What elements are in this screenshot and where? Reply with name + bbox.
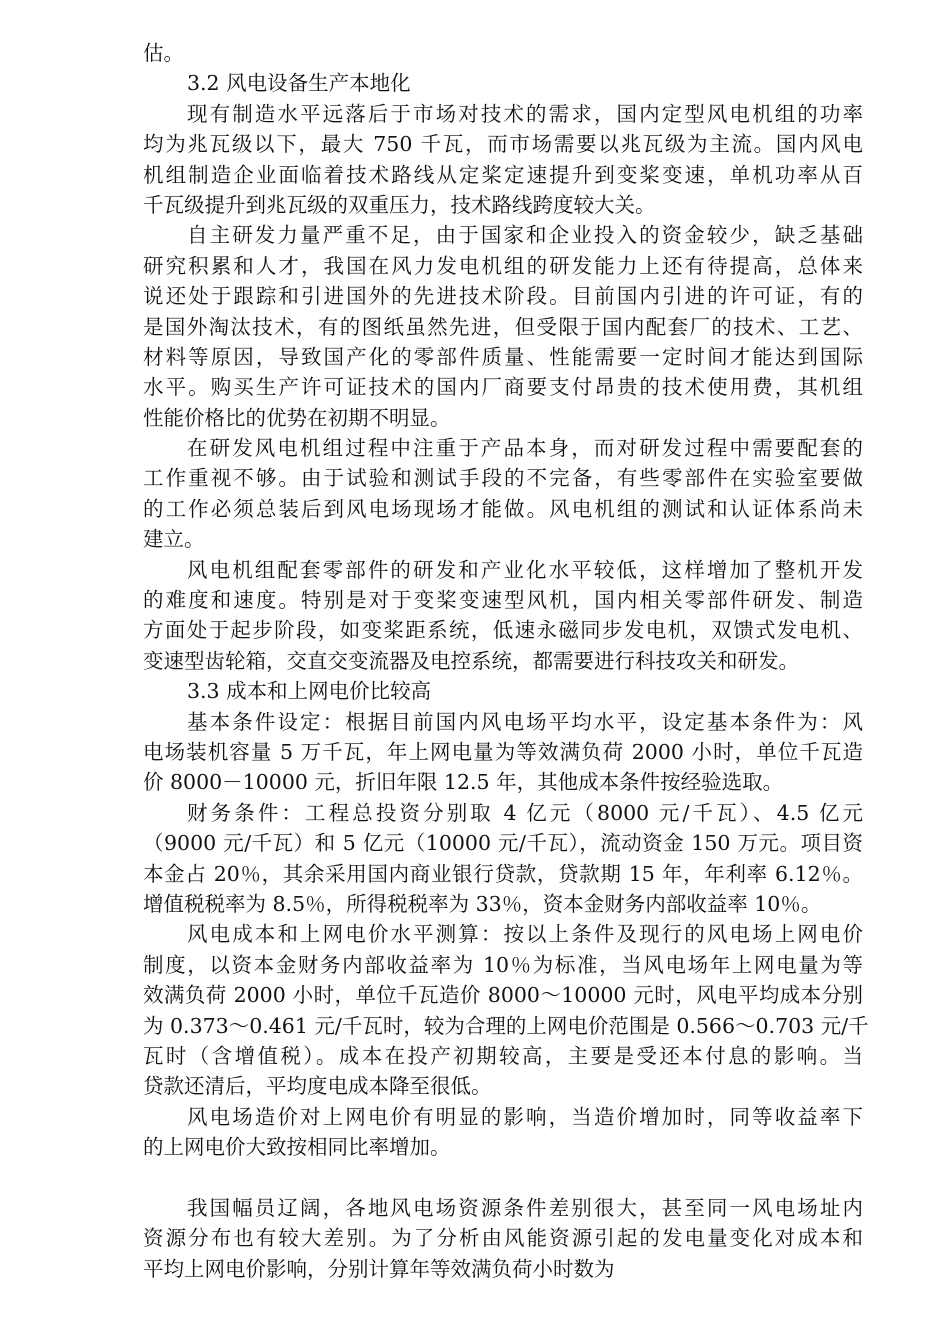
text-line: 在研发风电机组过程中注重于产品本身，而对研发过程中需要配套的 <box>187 436 863 461</box>
text-line: 平均上网电价影响，分别计算年等效满负荷小时数为 <box>143 1256 615 1281</box>
text-line: 为 0.373～0.461 元/千瓦时，较为合理的上网电价范围是 0.566～0.703 元/千 <box>143 1013 869 1038</box>
text-line: 的工作必须总装后到风电场现场才能做。风电机组的测试和认证体系尚未 <box>143 496 863 521</box>
text-line: 研究积累和人才，我国在风力发电机组的研发能力上还有待提高，总体来 <box>143 253 863 278</box>
text-line: 我国幅员辽阔，各地风电场资源条件差别很大，甚至同一风电场址内 <box>187 1195 863 1220</box>
text-line: 3.3 成本和上网电价比较高 <box>187 679 432 704</box>
text-line: 效满负荷 2000 小时，单位千瓦造价 8000～10000 元时，风电平均成本分别 <box>143 983 863 1008</box>
text-line: 财务条件：工程总投资分别取 4 亿元（8000 元/千瓦）、4.5 亿元 <box>187 800 863 825</box>
text-line: 价 8000－10000 元，折旧年限 12.5 年，其他成本条件按经验选取。 <box>143 770 784 795</box>
text-line: 的难度和速度。特别是对于变桨变速型风机，国内相关零部件研发、制造 <box>143 588 863 613</box>
text-line: 建立。 <box>143 527 205 552</box>
text-line: 基本条件设定：根据目前国内风电场平均水平，设定基本条件为：风 <box>187 709 863 734</box>
text-line: 自主研发力量严重不足，由于国家和企业投入的资金较少，缺乏基础 <box>187 223 863 248</box>
text-line: 变速型齿轮箱，交直交变流器及电控系统，都需要进行科技攻关和研发。 <box>143 648 799 673</box>
text-line: （9000 元/千瓦）和 5 亿元（10000 元/千瓦），流动资金 150 万元。项目资 <box>143 831 863 856</box>
text-line: 电场装机容量 5 万千瓦，年上网电量为等效满负荷 2000 小时，单位千瓦造 <box>143 739 863 764</box>
text-line: 现有制造水平远落后于市场对技术的需求，国内定型风电机组的功率 <box>187 101 863 126</box>
text-line: 均为兆瓦级以下，最大 750 千瓦，而市场需要以兆瓦级为主流。国内风电 <box>143 132 863 157</box>
text-line: 贷款还清后，平均度电成本降至很低。 <box>143 1074 492 1099</box>
text-line: 说还处于跟踪和引进国外的先进技术阶段。目前国内引进的许可证，有的 <box>143 284 863 309</box>
text-line: 估。 <box>143 41 184 65</box>
text-line: 材料等原因，导致国产化的零部件质量、性能需要一定时间才能达到国际 <box>143 344 863 369</box>
text-line: 是国外淘汰技术，有的图纸虽然先进，但受限于国内配套厂的技术、工艺、 <box>143 314 863 339</box>
text-line: 瓦时（含增值税）。成本在投产初期较高，主要是受还本付息的影响。当 <box>143 1043 863 1068</box>
text-line: 性能价格比的优势在初期不明显。 <box>143 405 451 430</box>
text-line: 的上网电价大致按相同比率增加。 <box>143 1135 451 1160</box>
text-line: 本金占 20％，其余采用国内商业银行贷款，贷款期 15 年，年利率 6.12％。 <box>143 861 863 886</box>
text-line: 3.2 风电设备生产本地化 <box>187 71 411 96</box>
text-line: 资源分布也有较大差别。为了分析由风能资源引起的发电量变化对成本和 <box>143 1226 863 1251</box>
blank-line <box>143 1162 863 1192</box>
document-page <box>143 38 869 1284</box>
text-line: 千瓦级提升到兆瓦级的双重压力，技术路线跨度较大关。 <box>143 192 656 217</box>
text-line: 风电场造价对上网电价有明显的影响，当造价增加时，同等收益率下 <box>187 1104 863 1129</box>
text-line: 水平。购买生产许可证技术的国内厂商要支付昂贵的技术使用费，其机组 <box>143 375 863 400</box>
text-line: 制度，以资本金财务内部收益率为 10％为标准，当风电场年上网电量为等 <box>143 952 863 977</box>
text-line: 风电成本和上网电价水平测算：按以上条件及现行的风电场上网电价 <box>187 922 863 947</box>
text-line: 机组制造企业面临着技术路线从定桨定速提升到变桨变速，单机功率从百 <box>143 162 863 187</box>
text-line: 增值税税率为 8.5％，所得税税率为 33％，资本金财务内部收益率 10％。 <box>143 891 822 916</box>
text-line: 风电机组配套零部件的研发和产业化水平较低，这样增加了整机开发 <box>187 557 863 582</box>
text-line: 方面处于起步阶段，如变桨距系统，低速永磁同步发电机，双馈式发电机、 <box>143 618 863 643</box>
text-line: 工作重视不够。由于试验和测试手段的不完备，有些零部件在实验室要做 <box>143 466 863 491</box>
